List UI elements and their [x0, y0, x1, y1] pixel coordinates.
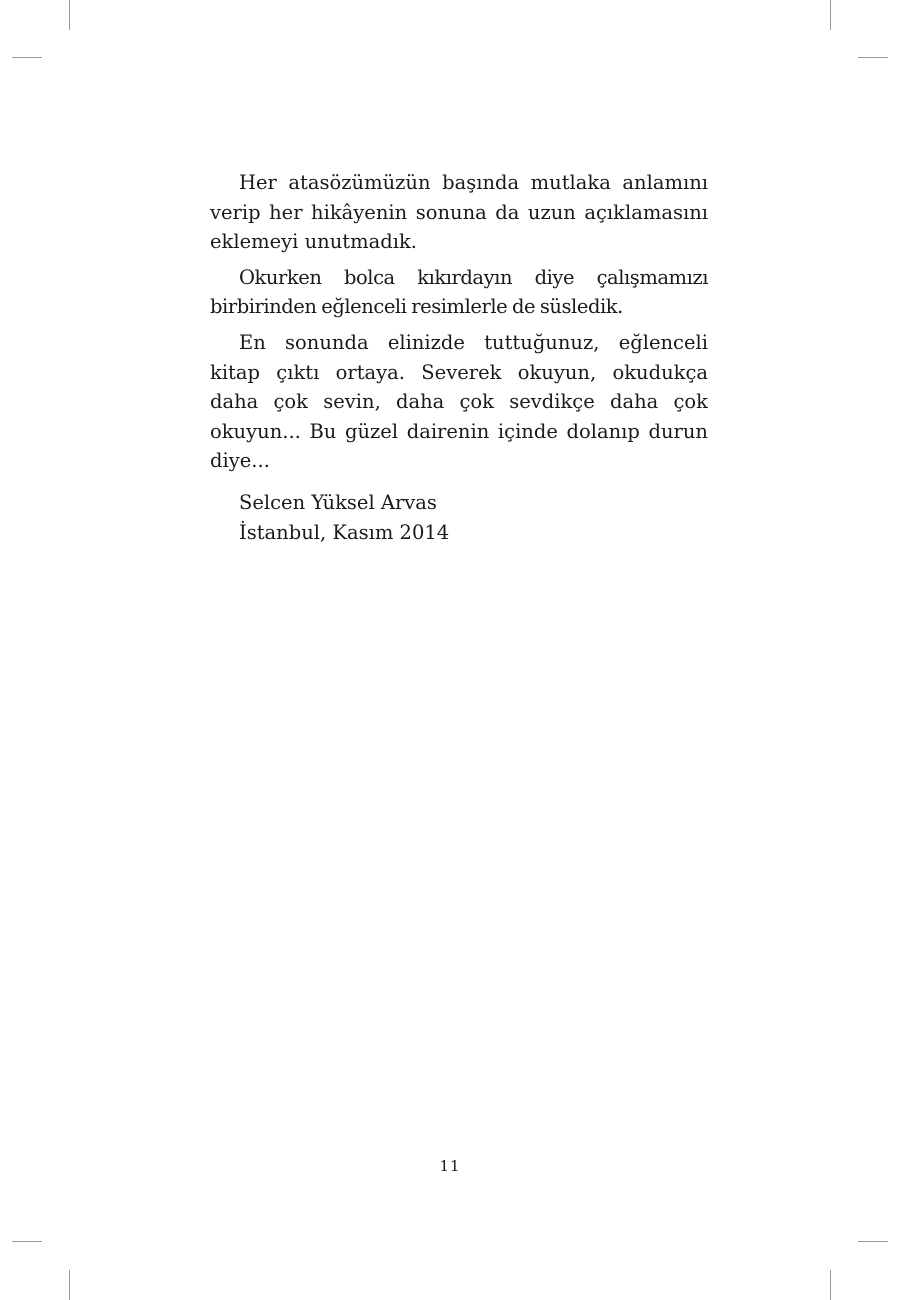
page-number: 11: [439, 1157, 461, 1175]
place-date: İstanbul, Kasım 2014: [239, 520, 450, 544]
crop-mark-top-right-horizontal: [858, 57, 888, 58]
author-name: Selcen Yüksel Arvas: [239, 491, 437, 514]
crop-mark-bottom-right-horizontal: [858, 1241, 888, 1242]
paragraph-3: En sonunda elinizde tuttuğunuz, eğlenceli kitap çıktı ortaya. Severek okuyun, okudukça daha çok sevin, daha çok sevdikçe daha çok okuyun... Bu güzel dairenin içinde dolanıp durun diye...: [210, 330, 708, 473]
crop-mark-top-left-horizontal: [12, 57, 42, 58]
crop-mark-top-left-vertical: [69, 0, 70, 30]
crop-mark-bottom-left-vertical: [69, 1270, 70, 1300]
crop-mark-top-right-vertical: [830, 0, 831, 30]
crop-mark-bottom-right-vertical: [830, 1270, 831, 1300]
paragraph-2: Okurken bolca kıkırdayın diye çalışmamızı birbirinden eğlenceli resimlerle de süsledik.: [210, 265, 708, 319]
crop-mark-bottom-left-horizontal: [12, 1241, 42, 1242]
paragraph-1: Her atasözümüzün başında mutlaka anlamını verip her hikâyenin sonuna da uzun açıklamasını eklemeyi unutmadık.: [210, 171, 708, 254]
signature-block: [239, 488, 449, 547]
body-text: [210, 168, 708, 482]
